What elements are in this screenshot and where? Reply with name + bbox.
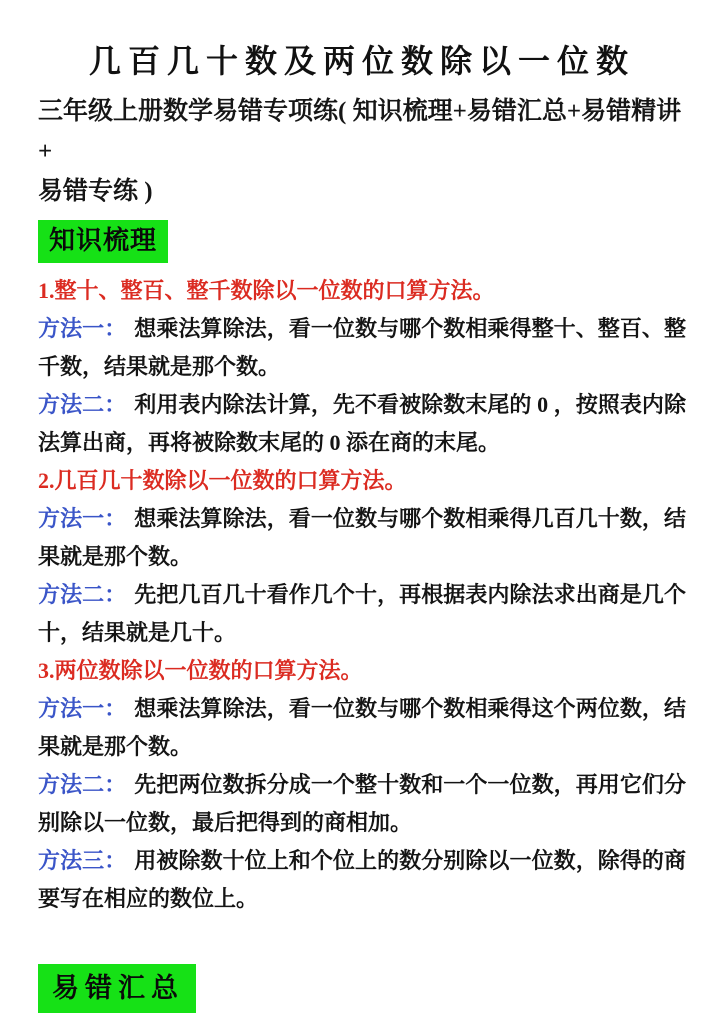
subtitle-line-2: 易错专练 ) — [38, 178, 153, 205]
method-paragraph — [38, 690, 686, 766]
page-subtitle — [38, 92, 686, 212]
method-text: 先把几百几十看作几个十，再根据表内除法求出商是几个十，结果就是几十。 — [38, 582, 686, 645]
method-label: 方法二： — [38, 772, 127, 797]
rule-heading-1: 1.整十、整百、整千数除以一位数的口算方法。 — [38, 278, 495, 303]
method-paragraph — [38, 766, 686, 842]
method-text: 利用表内除法计算，先不看被除数末尾的 0 ，按照表内除法算出商，再将被除数末尾的 0 添在商的末尾。 — [38, 392, 686, 455]
method-paragraph — [38, 576, 686, 652]
subtitle-line-1: 三年级上册数学易错专项练( 知识梳理+易错汇总+易错精讲+ — [38, 98, 682, 165]
method-text: 先把两位数拆分成一个整十数和一个一位数，再用它们分别除以一位数，最后把得到的商相加。 — [38, 772, 686, 835]
page-title: 几百几十数及两位数除以一位数 — [88, 43, 635, 79]
method-paragraph — [38, 842, 686, 918]
error-summary-badge: 易错汇总 — [38, 964, 196, 1013]
method-label: 方法二： — [38, 582, 127, 607]
method-label: 方法三： — [38, 848, 127, 873]
method-text: 用被除数十位上和个位上的数分别除以一位数，除得的商要写在相应的数位上。 — [38, 848, 686, 911]
knowledge-section-badge: 知识梳理 — [38, 220, 168, 263]
method-label: 方法二： — [38, 392, 127, 417]
method-label: 方法一： — [38, 506, 127, 531]
method-paragraph — [38, 310, 686, 386]
knowledge-content — [38, 272, 686, 918]
method-text: 想乘法算除法，看一位数与哪个数相乘得几百几十数，结果就是那个数。 — [38, 506, 686, 569]
method-label: 方法一： — [38, 316, 127, 341]
method-text: 想乘法算除法，看一位数与哪个数相乘得这个两位数，结果就是那个数。 — [38, 696, 686, 759]
method-paragraph — [38, 500, 686, 576]
method-paragraph — [38, 386, 686, 462]
method-label: 方法一： — [38, 696, 127, 721]
rule-heading-3: 3.两位数除以一位数的口算方法。 — [38, 658, 363, 683]
method-text: 想乘法算除法，看一位数与哪个数相乘得整十、整百、整千数，结果就是那个数。 — [38, 316, 686, 379]
rule-heading-2: 2.几百几十数除以一位数的口算方法。 — [38, 468, 407, 493]
